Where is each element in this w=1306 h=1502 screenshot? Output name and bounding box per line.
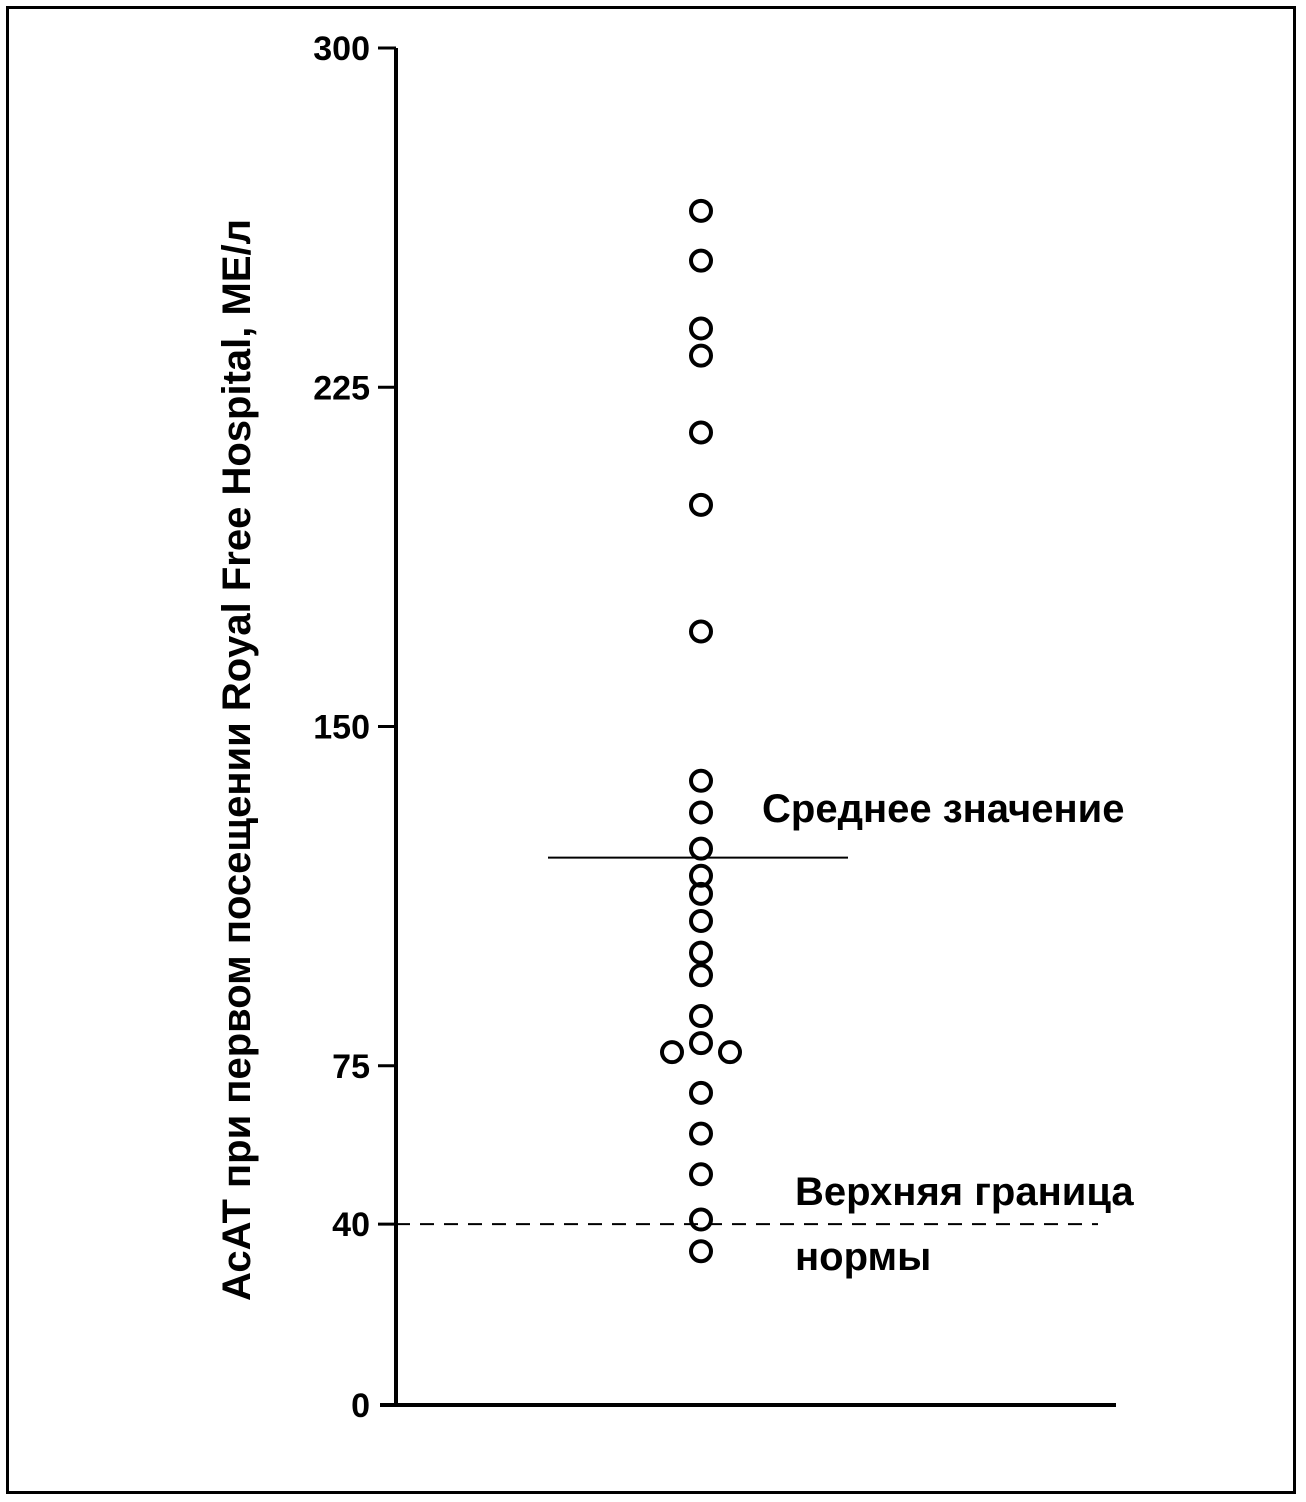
data-point [691,622,711,642]
data-point [691,1210,711,1230]
data-point [691,911,711,931]
upper-normal-label-line2: нормы [795,1235,932,1279]
data-point [691,771,711,791]
data-point [691,965,711,985]
y-ticks [313,30,396,1425]
mean-label: Среднее значение [762,787,1125,831]
upper-normal-label-line1: Верхняя граница [795,1170,1134,1214]
data-point [691,839,711,859]
data-point [691,802,711,822]
data-point [691,201,711,221]
data-point [691,495,711,515]
data-point [691,422,711,442]
data-point [662,1042,682,1062]
data-point [691,251,711,271]
data-point [691,1083,711,1103]
y-tick-label: 40 [332,1206,370,1245]
y-tick-label: 75 [332,1047,370,1086]
data-point [691,1241,711,1261]
data-point [691,1164,711,1184]
data-point [691,346,711,366]
y-tick-label: 300 [313,30,370,68]
data-point [720,1042,740,1062]
data-point [691,1006,711,1026]
data-point [691,318,711,338]
data-points [662,201,740,1261]
data-point [691,1033,711,1053]
y-tick-label: 0 [351,1387,370,1425]
y-axis-title: АсАТ при первом посещении Royal Free Hospital, МЕ/л [215,218,259,1302]
y-tick-label: 225 [313,369,370,408]
data-point [691,1124,711,1144]
data-point [691,943,711,963]
y-tick-label: 150 [313,708,370,747]
